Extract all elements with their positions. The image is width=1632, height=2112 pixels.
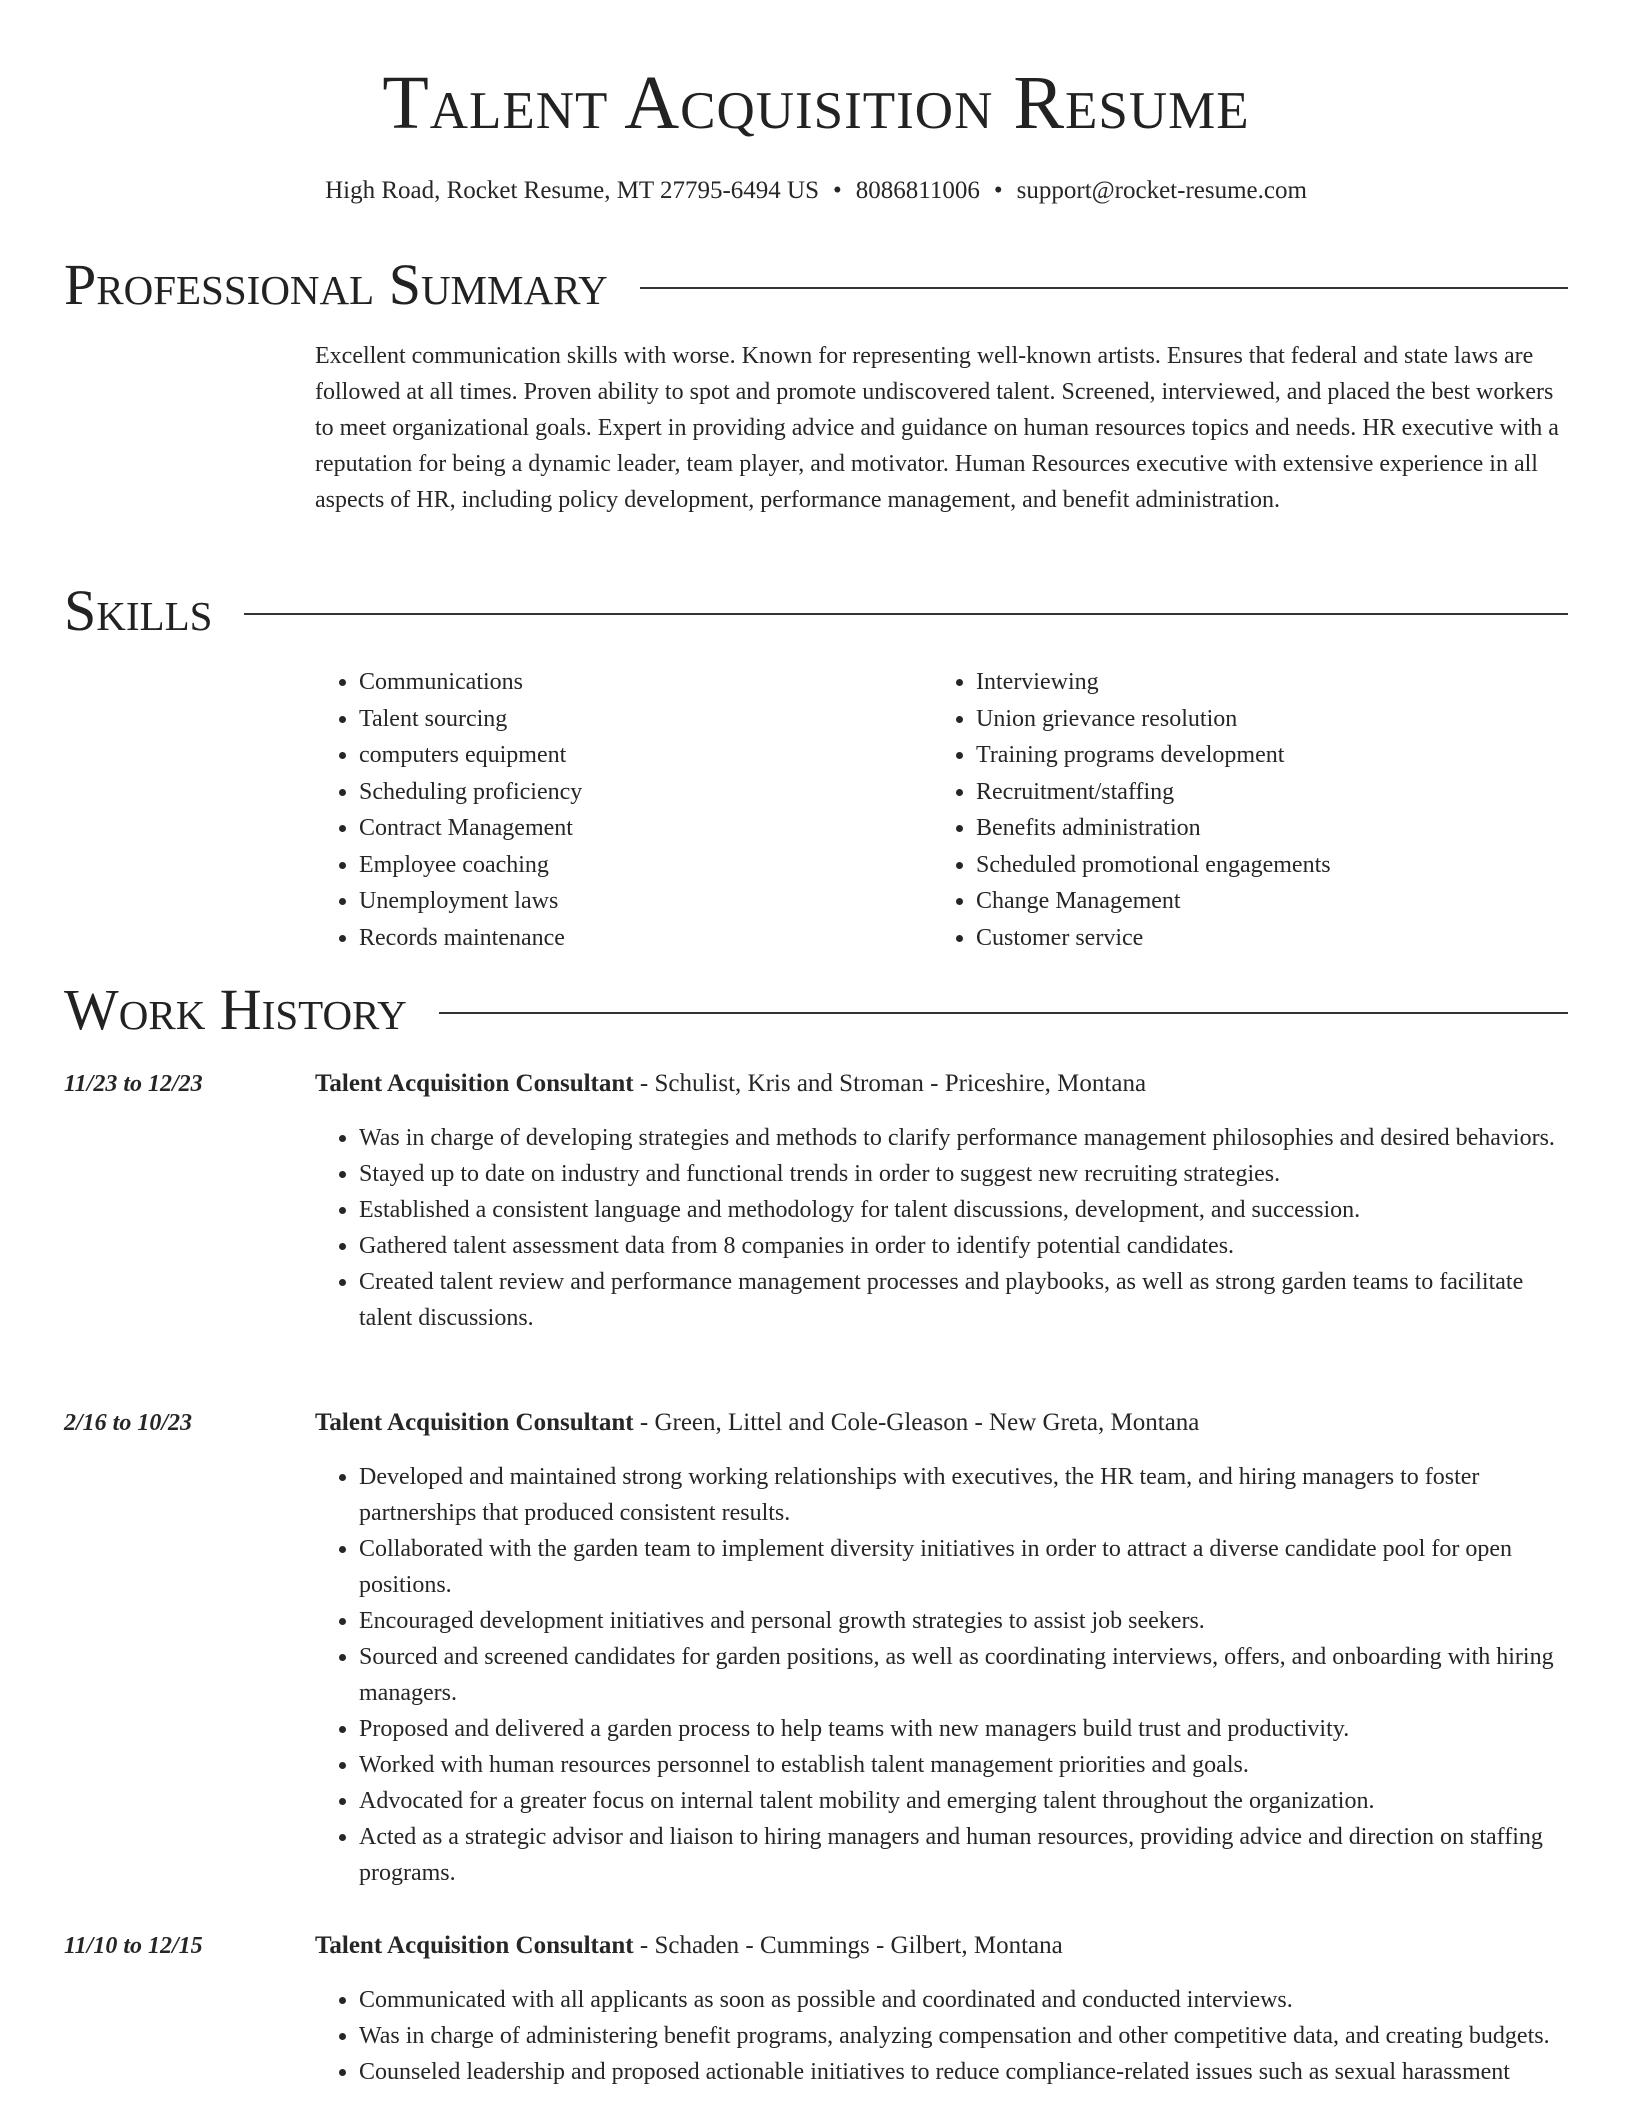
job-bullet: • Collaborated with the garden team to implement diversity initiatives in order to attract a diverse candidate pool for open positions. [359,1531,1568,1603]
job-title-line [315,1405,1199,1441]
skill-item: • Customer service [976,920,1331,957]
contact-line [0,174,1632,208]
skill-item: • Talent sourcing [359,701,582,738]
job-company: - Schulist, Kris and Stroman - Priceshire, Montana [633,1070,1147,1097]
job-bullet: • Acted as a strategic advisor and liaison to hiring managers and human resources, providing advice and direction on staffing programs. [359,1819,1568,1891]
job-bullets [315,1982,1568,2090]
job-bullet: • Worked with human resources personnel to establish talent management priorities and goals. [359,1747,1568,1783]
skill-item: • Change Management [976,883,1331,920]
skill-item: • Contract Management [359,810,582,847]
job-role: Talent Acquisition Consultant [315,1409,634,1436]
job-bullet: • Developed and maintained strong working relationships with executives, the HR team, and hiring managers to foster partnerships that produced consistent results. [359,1459,1568,1531]
skill-item: • Scheduled promotional engagements [976,847,1331,884]
job-dates: 2/16 to 10/23 [64,1410,193,1436]
job-bullet: • Encouraged development initiatives and personal growth strategies to assist job seekers. [359,1603,1568,1639]
contact-address: High Road, Rocket Resume, MT 27795-6494 US [325,177,820,204]
job-bullets [315,1459,1568,1891]
section-divider [244,613,1568,615]
resume-title: Talent Acquisition Resume [382,61,1250,145]
job-dates: 11/10 to 12/15 [64,1933,203,1959]
skills-list-left [315,664,582,956]
job-role: Talent Acquisition Consultant [315,1070,634,1097]
summary-text: Excellent communication skills with worse. Known for representing well-known artists. Ensures that federal and state laws are followed at all times. Proven ability to spot and promote undiscovered talent. Screened, interviewed, and placed the best workers to meet organizational goals. Expert in providing advice and guidance on human resources topics and needs. HR executive with a reputation for being a dynamic leader, team player, and motivator. Human Resources executive with extensive experience in all aspects of HR, including policy development, performance management, and benefit administration. [315,343,1559,513]
job-bullet: • Was in charge of developing strategies and methods to clarify performance management philosophies and desired behaviors. [359,1120,1568,1156]
job-bullet: • Communicated with all applicants as soon as possible and coordinated and conducted interviews. [359,1982,1568,2018]
skill-item: • computers equipment [359,737,582,774]
job-company: - Green, Littel and Cole-Gleason - New Greta, Montana [633,1409,1200,1436]
contact-email[interactable]: support@rocket-resume.com [1016,177,1307,204]
job-title-line [315,1066,1146,1102]
work-section-title: Work History [64,977,407,1042]
job-bullet: • Gathered talent assessment data from 8 companies in order to identify potential candidates. [359,1228,1568,1264]
job-bullets [315,1120,1568,1336]
job-bullet: • Proposed and delivered a garden process to help teams with new managers build trust and productivity. [359,1711,1568,1747]
skill-item: • Records maintenance [359,920,582,957]
skill-item: • Scheduling proficiency [359,774,582,811]
work-section-header [64,977,1568,1043]
section-divider [640,287,1568,289]
job-role: Talent Acquisition Consultant [315,1932,634,1959]
skill-item: • Communications [359,664,582,701]
job-bullet: • Stayed up to date on industry and functional trends in order to suggest new recruiting strategies. [359,1156,1568,1192]
skill-item: • Interviewing [976,664,1331,701]
section-divider [439,1012,1568,1014]
skill-item: • Union grievance resolution [976,701,1331,738]
job-bullet: • Created talent review and performance management processes and playbooks, as well as strong garden teams to facilitate talent discussions. [359,1264,1568,1336]
summary-section-header [64,252,1568,318]
contact-separator: • [993,177,1003,204]
skill-item: • Unemployment laws [359,883,582,920]
skills-section-title: Skills [64,578,213,643]
skill-item: • Benefits administration [976,810,1331,847]
job-company: - Schaden - Cummings - Gilbert, Montana [633,1932,1063,1959]
summary-section-title: Professional Summary [64,252,608,317]
skills-list-right [932,664,1331,956]
skill-item: • Recruitment/staffing [976,774,1331,811]
job-bullet: • Sourced and screened candidates for garden positions, as well as coordinating interviews, offers, and onboarding with hiring managers. [359,1639,1568,1711]
job-bullet: • Advocated for a greater focus on internal talent mobility and emerging talent throughout the organization. [359,1783,1568,1819]
job-bullet: • Established a consistent language and methodology for talent discussions, development, and succession. [359,1192,1568,1228]
contact-separator: • [833,177,842,204]
job-bullet: • Was in charge of administering benefit programs, analyzing compensation and other competitive data, and creating budgets. [359,2018,1568,2054]
job-bullet: • Counseled leadership and proposed actionable initiatives to reduce compliance-related issues such as sexual harassment [359,2054,1568,2090]
skill-item: • Employee coaching [359,847,582,884]
job-dates: 11/23 to 12/23 [64,1071,203,1097]
skills-section-header [64,578,1568,644]
contact-phone[interactable]: 8086811006 [855,177,980,204]
skill-item: • Training programs development [976,737,1331,774]
job-title-line [315,1928,1063,1964]
